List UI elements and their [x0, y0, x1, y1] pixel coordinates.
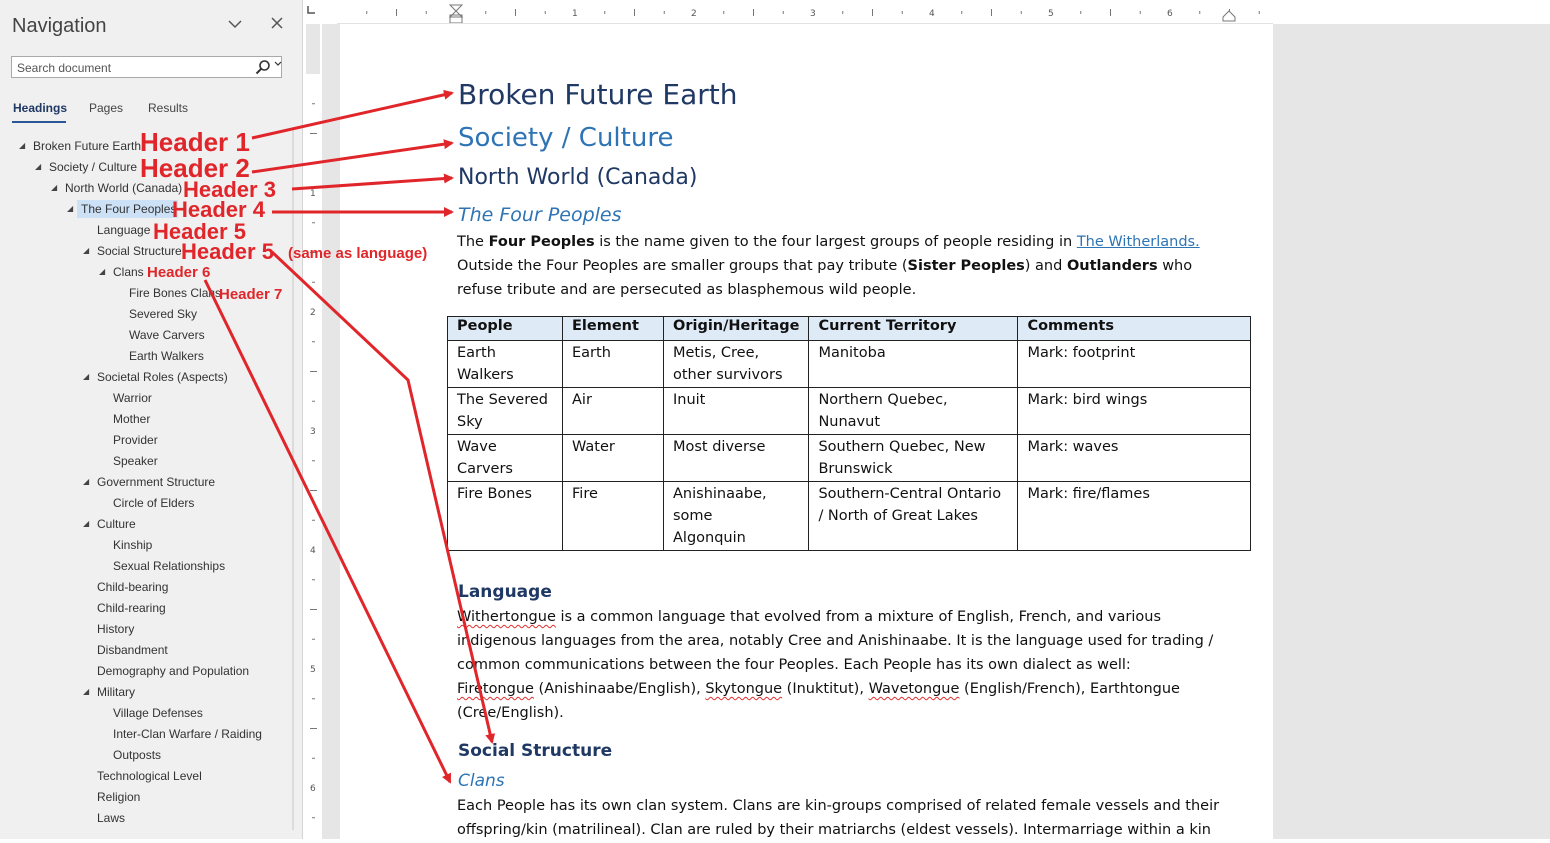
- annotation-header-6: Header 6: [147, 264, 211, 281]
- cell-line: Nunavut: [818, 414, 881, 430]
- nav-heading-item[interactable]: [97, 788, 140, 806]
- nav-heading-label: Social Structure: [97, 244, 182, 258]
- clans-line-2: offspring/kin (matrilineal). Clan are ruled by their matriarchs (eldest vessels). Intermarriage within a kin: [457, 822, 1211, 838]
- table-cell[interactable]: [664, 435, 809, 482]
- nav-heading-label: Child-rearing: [97, 601, 166, 615]
- ruler-number: 3: [310, 427, 316, 437]
- ruler-number: 5: [310, 665, 316, 675]
- nav-heading-item[interactable]: [97, 641, 168, 659]
- table-cell[interactable]: [448, 388, 563, 435]
- ruler-number: 6: [310, 784, 316, 794]
- ruler-number: 1: [310, 189, 316, 199]
- collapse-triangle-icon[interactable]: ◢: [19, 141, 26, 150]
- nav-heading-item[interactable]: [97, 809, 125, 827]
- heading-3[interactable]: North World (Canada): [458, 165, 698, 190]
- right-indent-marker-icon: [1223, 11, 1235, 21]
- annotation-header-3: Header 3: [183, 177, 276, 202]
- table-cell[interactable]: [809, 482, 1018, 551]
- nav-heading-item[interactable]: [113, 431, 158, 449]
- bold-text: Four Peoples: [488, 234, 595, 250]
- ruler-number: 4: [929, 9, 935, 19]
- tab-pages[interactable]: Pages: [89, 101, 124, 115]
- nav-heading-label: Kinship: [113, 538, 153, 552]
- cell-line: other survivors: [673, 367, 783, 383]
- nav-heading-item[interactable]: [97, 662, 249, 680]
- cell-line: Most diverse: [673, 439, 766, 455]
- table-cell[interactable]: [809, 435, 1018, 482]
- nav-heading-item[interactable]: [99, 263, 144, 281]
- nav-heading-label: Circle of Elders: [113, 496, 195, 510]
- annotation-header-5-language: Header 5: [153, 219, 246, 244]
- nav-heading-item[interactable]: [97, 578, 168, 596]
- navigation-pane: [0, 0, 303, 839]
- nav-heading-label: Broken Future Earth: [33, 139, 142, 153]
- nav-heading-label: Earth Walkers: [129, 349, 204, 363]
- collapse-triangle-icon[interactable]: ◢: [83, 477, 90, 486]
- annotation-header-2: Header 2: [140, 153, 250, 183]
- table-header-cell: Current Territory: [809, 317, 1018, 341]
- ruler-number: 6: [1167, 9, 1173, 19]
- cell-line: Fire: [572, 486, 598, 502]
- table-row: [448, 341, 1251, 388]
- nav-heading-label: Language: [97, 223, 151, 237]
- heading-2[interactable]: Society / Culture: [458, 123, 674, 153]
- collapse-triangle-icon[interactable]: ◢: [83, 687, 90, 696]
- table-cell[interactable]: [563, 388, 664, 435]
- collapse-triangle-icon[interactable]: ◢: [99, 267, 106, 276]
- nav-heading-item[interactable]: [97, 221, 150, 239]
- nav-heading-item[interactable]: [113, 494, 194, 512]
- cell-line: Mark: footprint: [1027, 345, 1136, 361]
- nav-heading-item[interactable]: [19, 137, 142, 155]
- table-cell[interactable]: [563, 482, 664, 551]
- table-header-cell: Origin/Heritage: [664, 317, 809, 341]
- cell-line: Algonquin: [673, 530, 746, 546]
- table-cell[interactable]: [448, 435, 563, 482]
- text: (Anishinaabe/English),: [533, 681, 706, 697]
- language-line-3: common communications between the four Peoples. Each People has its own dialect as well:: [457, 657, 1131, 673]
- cell-line: Southern Quebec, New: [818, 439, 986, 455]
- nav-heading-item[interactable]: [67, 200, 178, 218]
- table-cell[interactable]: [448, 341, 563, 388]
- close-icon[interactable]: [271, 14, 283, 34]
- nav-heading-item[interactable]: [113, 557, 225, 575]
- nav-heading-item[interactable]: [83, 683, 135, 701]
- nav-heading-label: Technological Level: [97, 769, 202, 783]
- text: is a common language that evolved from a mixture of English, French, and various: [555, 609, 1161, 625]
- nav-title: Navigation: [12, 15, 107, 37]
- text: who: [1157, 258, 1193, 274]
- annotation-note: (same as language): [288, 245, 428, 262]
- nav-heading-label: Culture: [97, 517, 136, 531]
- heading-social-structure[interactable]: Social Structure: [458, 741, 613, 761]
- tab-headings[interactable]: Headings: [13, 101, 68, 115]
- nav-heading-label: Religion: [97, 790, 141, 804]
- cell-line: some: [673, 508, 713, 524]
- tab-stop-selector-icon[interactable]: [306, 5, 318, 19]
- ruler-number: 2: [310, 308, 316, 318]
- nav-heading-item[interactable]: [83, 368, 228, 386]
- bold-text: Sister Peoples: [907, 258, 1025, 274]
- table-cell[interactable]: [448, 482, 563, 551]
- intro-line-1: [457, 230, 1200, 254]
- nav-heading-label: Inter-Clan Warfare / Raiding: [113, 727, 262, 741]
- table-row: [448, 388, 1251, 435]
- active-tab-indicator: [12, 121, 66, 123]
- table-cell[interactable]: [664, 482, 809, 551]
- misspelled-word[interactable]: Wavetongue: [868, 681, 960, 697]
- language-line-2: indigenous languages from the area, notably Cree and Anishinaabe. It is the language used for trading /: [457, 633, 1214, 649]
- table-cell[interactable]: [664, 388, 809, 435]
- horizontal-ruler[interactable]: [337, 3, 1273, 24]
- tab-results[interactable]: Results: [148, 101, 189, 115]
- nav-heading-label: Child-bearing: [97, 580, 169, 594]
- nav-heading-item[interactable]: [113, 536, 152, 554]
- table-row: [448, 435, 1251, 482]
- ruler-number: 4: [310, 546, 316, 556]
- nav-heading-item[interactable]: [83, 473, 216, 491]
- annotation-header-4: Header 4: [172, 197, 265, 222]
- nav-heading-item[interactable]: [113, 452, 158, 470]
- nav-heading-item[interactable]: [129, 305, 197, 323]
- annotation-header-7: Header 7: [219, 286, 283, 303]
- cell-line: Walkers: [457, 367, 514, 383]
- nav-heading-item[interactable]: [129, 347, 204, 365]
- cell-line: Earth: [572, 345, 611, 361]
- cell-line: Metis, Cree,: [673, 345, 760, 361]
- cell-line: Inuit: [673, 392, 706, 408]
- nav-heading-label: The Four Peoples: [81, 202, 177, 216]
- ruler-number: 2: [691, 9, 697, 19]
- language-line-4: [457, 677, 1180, 701]
- text: The: [457, 234, 489, 250]
- nav-scrollbar[interactable]: [287, 130, 299, 830]
- nav-heading-item[interactable]: [113, 389, 152, 407]
- nav-heading-label: Severed Sky: [129, 307, 198, 321]
- nav-heading-label: Provider: [113, 433, 158, 447]
- nav-heading-label: Mother: [113, 412, 151, 426]
- table-cell[interactable]: [563, 341, 664, 388]
- text: Outside the Four Peoples are smaller groups that pay tribute (: [457, 258, 908, 274]
- nav-heading-item[interactable]: [97, 620, 134, 638]
- cell-line: Water: [572, 439, 615, 455]
- ruler-number: 5: [1048, 9, 1054, 19]
- nav-heading-label: Laws: [97, 811, 126, 825]
- intro-line-2: [457, 254, 1192, 278]
- collapse-triangle-icon[interactable]: ◢: [35, 162, 42, 171]
- search-input[interactable]: [15, 58, 255, 78]
- nav-heading-item[interactable]: [83, 515, 136, 533]
- cell-line: The Severed: [457, 392, 548, 408]
- nav-heading-label: History: [97, 622, 135, 636]
- nav-heading-label: Government Structure: [97, 475, 216, 489]
- nav-heading-label: Demography and Population: [97, 664, 250, 678]
- cell-line: Manitoba: [818, 345, 886, 361]
- table-cell[interactable]: [809, 341, 1018, 388]
- cell-line: Air: [572, 392, 592, 408]
- cell-line: Wave: [457, 439, 497, 455]
- heading-4[interactable]: The Four Peoples: [458, 204, 622, 226]
- annotation-header-5-social: Header 5: [181, 239, 274, 264]
- ruler-number: 3: [810, 9, 816, 19]
- nav-heading-label: Outposts: [113, 748, 162, 762]
- indent-marker-icon: [450, 5, 462, 23]
- nav-heading-label: Village Defenses: [113, 706, 203, 720]
- table-cell[interactable]: [1018, 341, 1251, 388]
- table-header-cell: Element: [563, 317, 664, 341]
- four-peoples-table: [447, 316, 1251, 551]
- collapse-triangle-icon[interactable]: ◢: [83, 372, 90, 381]
- nav-heading-label: Warrior: [113, 391, 152, 405]
- table-cell[interactable]: [664, 341, 809, 388]
- collapse-triangle-icon[interactable]: ◢: [83, 519, 90, 528]
- misspelled-word[interactable]: Firetongue: [457, 681, 534, 697]
- cell-line: / North of Great Lakes: [818, 508, 978, 524]
- heading-language[interactable]: Language: [458, 582, 552, 602]
- heading-1[interactable]: Broken Future Earth: [458, 78, 738, 111]
- nav-heading-item[interactable]: [97, 599, 166, 617]
- nav-heading-item[interactable]: [113, 410, 150, 428]
- vertical-ruler-margin: [306, 24, 320, 74]
- table-header-cell: People: [448, 317, 563, 341]
- table-header-cell: Comments: [1018, 317, 1251, 341]
- bold-text: Outlanders: [1066, 258, 1158, 274]
- text: is the name given to the four largest groups of people residing in: [594, 234, 1077, 250]
- nav-heading-item[interactable]: [35, 158, 138, 176]
- ruler-number: 1: [572, 9, 578, 19]
- nav-heading-label: Sexual Relationships: [113, 559, 226, 573]
- cell-line: Southern-Central Ontario: [818, 486, 1002, 502]
- nav-heading-label: Disbandment: [97, 643, 168, 657]
- nav-heading-item[interactable]: [129, 326, 205, 344]
- table-header-row: [448, 317, 1251, 341]
- collapse-triangle-icon[interactable]: ◢: [67, 204, 74, 213]
- nav-heading-label: Fire Bones Clans: [129, 286, 222, 300]
- collapse-triangle-icon[interactable]: ◢: [51, 183, 58, 192]
- collapse-triangle-icon[interactable]: ◢: [83, 246, 90, 255]
- table-cell[interactable]: [809, 388, 1018, 435]
- cell-line: Earth: [457, 345, 496, 361]
- cell-line: Fire Bones: [457, 486, 532, 502]
- cell-line: Carvers: [457, 461, 513, 477]
- text: (Inuktitut),: [782, 681, 869, 697]
- nav-heading-item[interactable]: [113, 725, 262, 743]
- misspelled-word[interactable]: Skytongue: [705, 681, 783, 697]
- language-line-1: [457, 605, 1161, 629]
- misspelled-word[interactable]: Withertongue: [457, 609, 556, 625]
- heading-clans[interactable]: Clans: [458, 771, 505, 791]
- cell-line: Mark: waves: [1027, 439, 1119, 455]
- cell-line: Brunswick: [818, 461, 893, 477]
- table-row: [448, 482, 1251, 551]
- nav-heading-label: Clans: [113, 265, 144, 279]
- language-line-5: (Cree/English).: [457, 705, 564, 721]
- search-icon[interactable]: [255, 59, 271, 75]
- vertical-ruler[interactable]: [306, 24, 320, 839]
- table-cell[interactable]: [563, 435, 664, 482]
- nav-heading-label: Speaker: [113, 454, 158, 468]
- nav-heading-item[interactable]: [97, 767, 202, 785]
- nav-heading-label: Societal Roles (Aspects): [97, 370, 228, 384]
- nav-heading-item[interactable]: [113, 746, 161, 764]
- intro-line-3: refuse tribute and are persecuted as blasphemous wild people.: [457, 282, 917, 298]
- nav-heading-label: Wave Carvers: [129, 328, 205, 342]
- cell-line: Mark: fire/flames: [1027, 486, 1150, 502]
- witherlands-link[interactable]: The Witherlands.: [1076, 234, 1200, 250]
- cell-line: Anishinaabe,: [673, 486, 767, 502]
- cell-line: Sky: [457, 414, 483, 430]
- annotation-header-1: Header 1: [140, 127, 250, 157]
- search-box: [11, 56, 282, 78]
- table-cell[interactable]: [1018, 482, 1251, 551]
- nav-heading-item[interactable]: [129, 284, 221, 302]
- table-cell[interactable]: [1018, 435, 1251, 482]
- search-options-chevron-icon[interactable]: [274, 60, 282, 70]
- text: (English/French), Earthtongue: [959, 681, 1180, 697]
- nav-heading-label: North World (Canada): [65, 181, 183, 195]
- cell-line: Mark: bird wings: [1027, 392, 1148, 408]
- table-cell[interactable]: [1018, 388, 1251, 435]
- text: ) and: [1024, 258, 1067, 274]
- chevron-down-icon[interactable]: [228, 14, 242, 33]
- clans-line-1: Each People has its own clan system. Clans are kin-groups comprised of related female vessels and their: [457, 798, 1220, 814]
- nav-heading-label: Military: [97, 685, 135, 699]
- nav-heading-item[interactable]: [113, 704, 203, 722]
- nav-heading-label: Society / Culture: [49, 160, 138, 174]
- cell-line: Northern Quebec,: [818, 392, 948, 408]
